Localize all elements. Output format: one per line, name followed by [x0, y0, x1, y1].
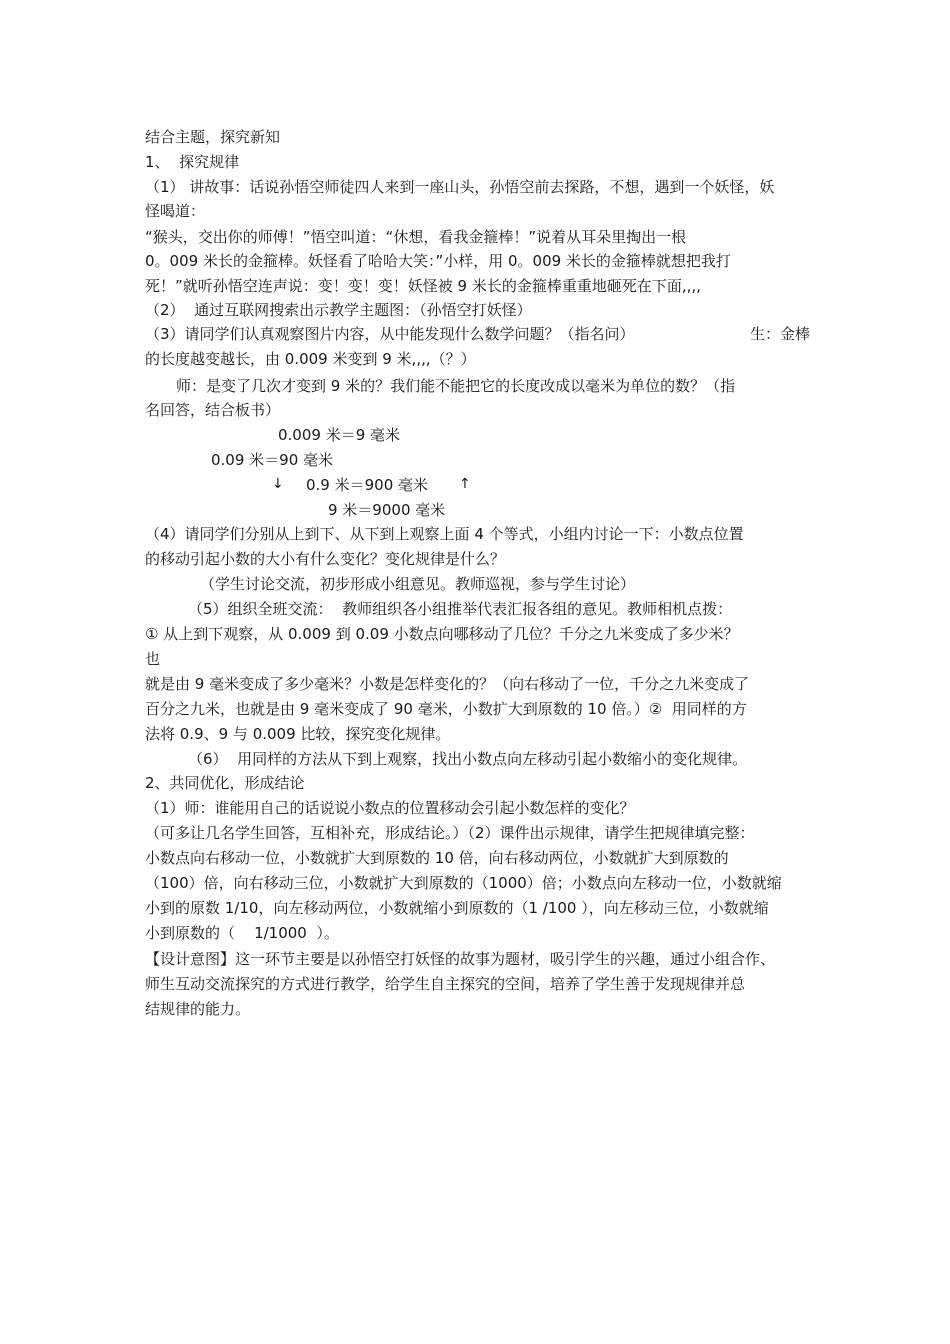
design-intent-line-2: 师生互动交流探究的方式进行教学，给学生自主探究的空间，培养了学生善于发现规律并总 — [145, 975, 746, 993]
step-4-line-1: （4）请同学们分别从上到下、从下到上观察上面 4 个等式，小组内讨论一下：小数点位置 — [145, 525, 744, 543]
rule-line-4: 小到原数的（ 1/1000 ）。 — [145, 924, 339, 942]
rule-line-1: 小数点向右移动一位，小数就扩大到原数的 10 倍，向右移动两位，小数就扩大到原数的 — [145, 849, 729, 867]
design-intent-line-3: 结规律的能力。 — [145, 1000, 251, 1018]
section-heading: 结合主题，探究新知 — [145, 128, 281, 146]
equation-4: 9 米＝9000 毫米 — [328, 501, 446, 519]
rule-line-3: 小到的原数 1/10，向左移动两位，小数就缩小到原数的（1 /100 ），向左移动三位，小数就缩 — [145, 899, 769, 917]
design-intent-line-1: 【设计意图】这一环节主要是以孙悟空打妖怪的故事为题材，吸引学生的兴趣，通过小组合作、 — [145, 950, 776, 968]
conclusion-instructions: （可多让几名学生回答，互相补充，形成结论。）（2）课件出示规律，请学生把规律填完整： — [145, 824, 755, 842]
story-line-4: 0。009 米长的金箍棒。妖怪看了哈哈大笑：”小样，用 0。009 米长的金箍棒就想把我打 — [145, 252, 731, 270]
observation-line-2: 也 — [145, 650, 161, 668]
arrow-down-icon: ↓ — [272, 476, 284, 492]
observation-line-4: 百分之九米，也就是由 9 毫米变成了 90 毫米，小数扩大到原数的 10 倍。）② 用同样的方 — [145, 700, 747, 718]
story-line-5: 死！”就听孙悟空连声说：变！变！变！妖怪被 9 米长的金箍棒重重地砸死在下面,,,, — [145, 277, 701, 295]
subsection-2-title: 2、共同优化，形成结论 — [145, 774, 305, 792]
step-3-line-1 — [145, 322, 810, 346]
step-3-question: （3）请同学们认真观察图片内容，从中能发现什么数学问题？（指名问） — [145, 325, 635, 343]
teacher-question-line-2: 名回答，结合板书） — [145, 401, 281, 419]
observation-line-3: 就是由 9 毫米变成了多少毫米？小数是怎样变化的？（向右移动了一位，千分之九米变成了 — [145, 675, 750, 693]
observation-line-1: ① 从上到下观察，从 0.009 到 0.09 小数点向哪移动了几位？千分之九米变成了多少米？ — [145, 625, 739, 643]
story-line-2: 怪喝道： — [145, 202, 206, 220]
teacher-question-line-1: 师：是变了几次才变到 9 米的？我们能不能把它的长度改成以毫米为单位的数？（指 — [176, 377, 736, 395]
step-2-text: （2） 通过互联网搜索出示教学主题图：（孙悟空打妖怪） — [145, 301, 532, 319]
step-3-student-answer: 生：金棒 — [749, 325, 810, 343]
discussion-note: （学生讨论交流，初步形成小组意见。教师巡视，参与学生讨论） — [200, 575, 636, 593]
conclusion-question: （1）师：谁能用自己的话说说小数点的位置移动会引起小数怎样的变化？ — [145, 799, 635, 817]
arrow-up-icon: ↑ — [459, 476, 471, 492]
rule-line-2: （100）倍，向右移动三位，小数就扩大到原数的（1000）倍；小数点向左移动一位，小数就缩 — [145, 874, 782, 892]
equation-1: 0.009 米＝9 毫米 — [278, 426, 401, 444]
story-line-1: （1） 讲故事：话说孙悟空师徒四人来到一座山头，孙悟空前去探路，不想，遇到一个妖怪，妖 — [145, 178, 775, 196]
step-6-text: （6） 用同样的方法从下到上观察，找出小数点向左移动引起小数缩小的变化规律。 — [188, 750, 748, 768]
equation-2: 0.09 米＝90 毫米 — [211, 451, 334, 469]
observation-line-5: 法将 0.9、9 与 0.009 比较，探究变化规律。 — [145, 725, 451, 743]
step-3-line-2: 的长度越变越长，由 0.009 米变到 9 米,,,,（？） — [145, 350, 476, 368]
subsection-1-title: 1、 探究规律 — [145, 153, 240, 171]
story-line-3: “猴头，交出你的师傅！”悟空叫道：“休想，看我金箍棒！”说着从耳朵里掏出一根 — [145, 228, 687, 246]
step-4-line-2: 的移动引起小数的大小有什么变化？变化规律是什么？ — [145, 550, 506, 568]
equation-3: 0.9 米＝900 毫米 — [306, 476, 429, 494]
step-5-text: （5）组织全班交流： 教师组织各小组推举代表汇报各组的意见。教师相机点拨： — [188, 600, 733, 618]
